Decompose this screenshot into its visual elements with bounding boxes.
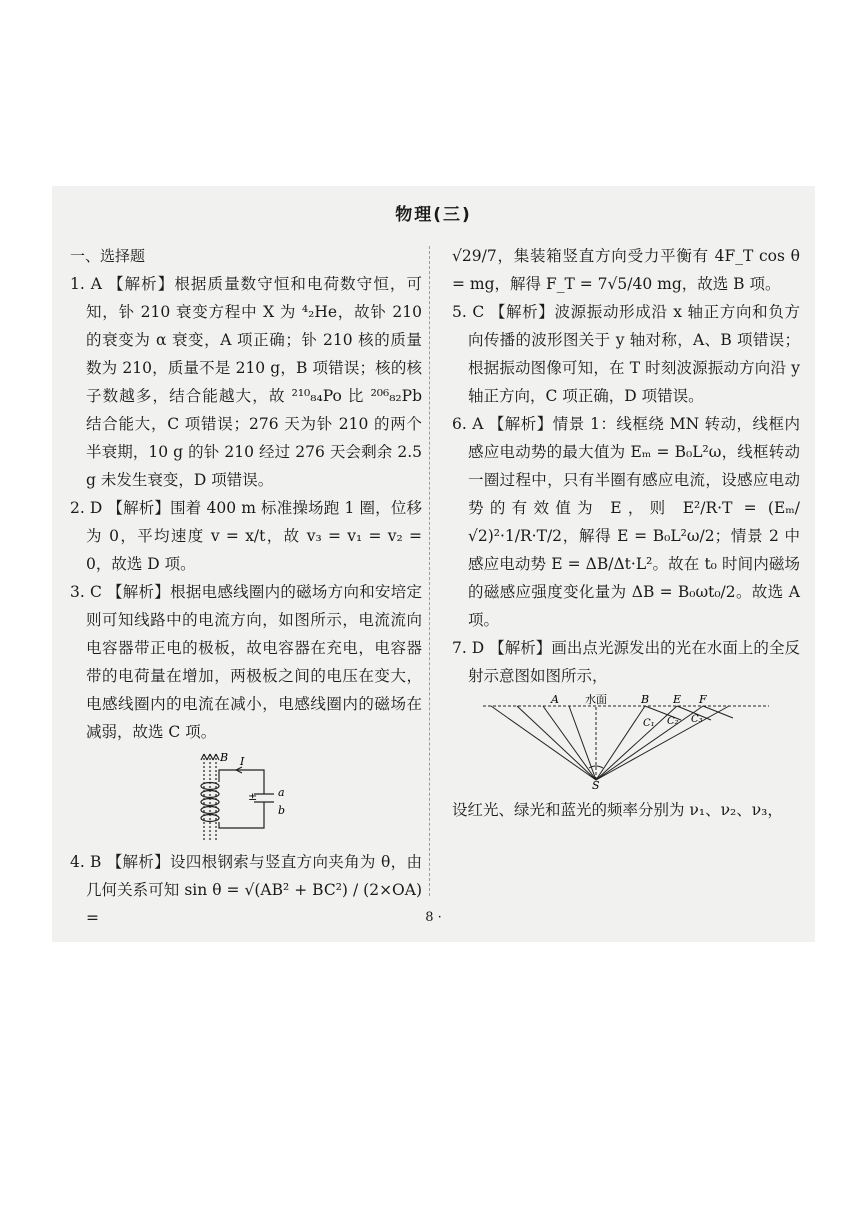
page-number: 8 ·	[425, 910, 442, 925]
fig-label-b-plate: b	[278, 804, 286, 817]
label-c2: C₂	[667, 716, 679, 727]
right-column	[452, 242, 800, 824]
answer-3: 3. C 【解析】根据电感线圈内的磁场方向和安培定则可知线路中的电流方向，如图所示，电流流向电容器带正电的极板，故电容器在充电，电容器带的电荷量在增加，两极板之间的电压在变大，电感线圈内的电流在减小，电感线圈内的磁场在减弱，故选 C 项。	[70, 583, 422, 741]
answer-6: 6. A 【解析】情景 1：线框绕 MN 转动，线框内感应电动势的最大值为 Eₘ = B₀L²ω，线框转动一圈过程中，只有半圈有感应电流，设感应电动势的有效值为 E，则 E²/R·T = (Eₘ/√2)²·1/R·T/2，解得 E = B₀L²ω/2；情景 2 中感应电动势 E = ΔB/Δt·L²。故在 t₀ 时间内磁场的磁感应强度变化量为 ΔB = B₀ωt₀/2。故选 A 项。	[452, 415, 800, 629]
svg-text:±: ±	[248, 790, 258, 803]
label-e: E	[673, 694, 682, 706]
answer-7-tail: 设红光、绿光和蓝光的频率分别为 ν₁、ν₂、ν₃，	[452, 801, 783, 819]
answer-4: 4. B 【解析】设四根钢索与竖直方向夹角为 θ，由几何关系可知 sin θ = √(AB² + BC²) / (2×OA) =	[70, 853, 422, 927]
answer-2: 2. D 【解析】围着 400 m 标准操场跑 1 圈，位移为 0，平均速度 v = x/t，故 v₃ = v₁ = v₂ = 0，故选 D 项。	[70, 499, 422, 573]
total-reflection-figure	[481, 694, 771, 790]
answer-5: 5. C 【解析】波源振动形成沿 x 轴正方向和负方向传播的波形图关于 y 轴对称，A、B 项错误；根据振动图像可知，在 T 时刻波源振动方向沿 y 轴正方向，C 项正确，D 项错误。	[452, 303, 800, 405]
answer-sheet	[52, 186, 815, 942]
label-b: B	[641, 694, 650, 706]
label-surface: 水面	[585, 694, 607, 706]
section-heading: 一、选择题	[70, 247, 146, 265]
answer-1: 1. A 【解析】根据质量数守恒和电荷数守恒，可知，钋 210 衰变方程中 X 为 ⁴₂He，故钋 210 的衰变为 α 衰变，A 项正确；钋 210 核的质量数为 210，质量不是 210 g，B 项错误；核的核子数越多，结合能越大，故 ²¹⁰₈₄Po 比 ²⁰⁶₈₂Pb 结合能大，C 项错误；276 天为钋 210 的两个半衰期，10 g 的钋 210 经过 276 天会剩余 2.5 g 未发生衰变，D 项错误。	[70, 275, 422, 489]
answer-7: 7. D 【解析】画出点光源发出的光在水面上的全反射示意图如图所示，	[452, 639, 800, 685]
fig-label-a: a	[278, 786, 285, 799]
fig-label-i: I	[240, 755, 245, 768]
label-a: A	[551, 694, 559, 706]
fig-label-b: B	[220, 751, 229, 764]
label-f: F	[699, 694, 707, 706]
label-s: S	[592, 779, 600, 790]
inductor-capacitor-figure	[196, 750, 296, 842]
label-c1: C₁	[643, 718, 655, 729]
page-title: 物理(三)	[395, 205, 472, 225]
label-c3: C₃	[691, 714, 703, 725]
left-column	[70, 242, 422, 932]
answer-4-continued: √29/7，集装箱竖直方向受力平衡有 4F_T cos θ = mg，解得 F_T = 7√5/40 mg，故选 B 项。	[452, 247, 800, 293]
column-divider	[429, 246, 430, 896]
